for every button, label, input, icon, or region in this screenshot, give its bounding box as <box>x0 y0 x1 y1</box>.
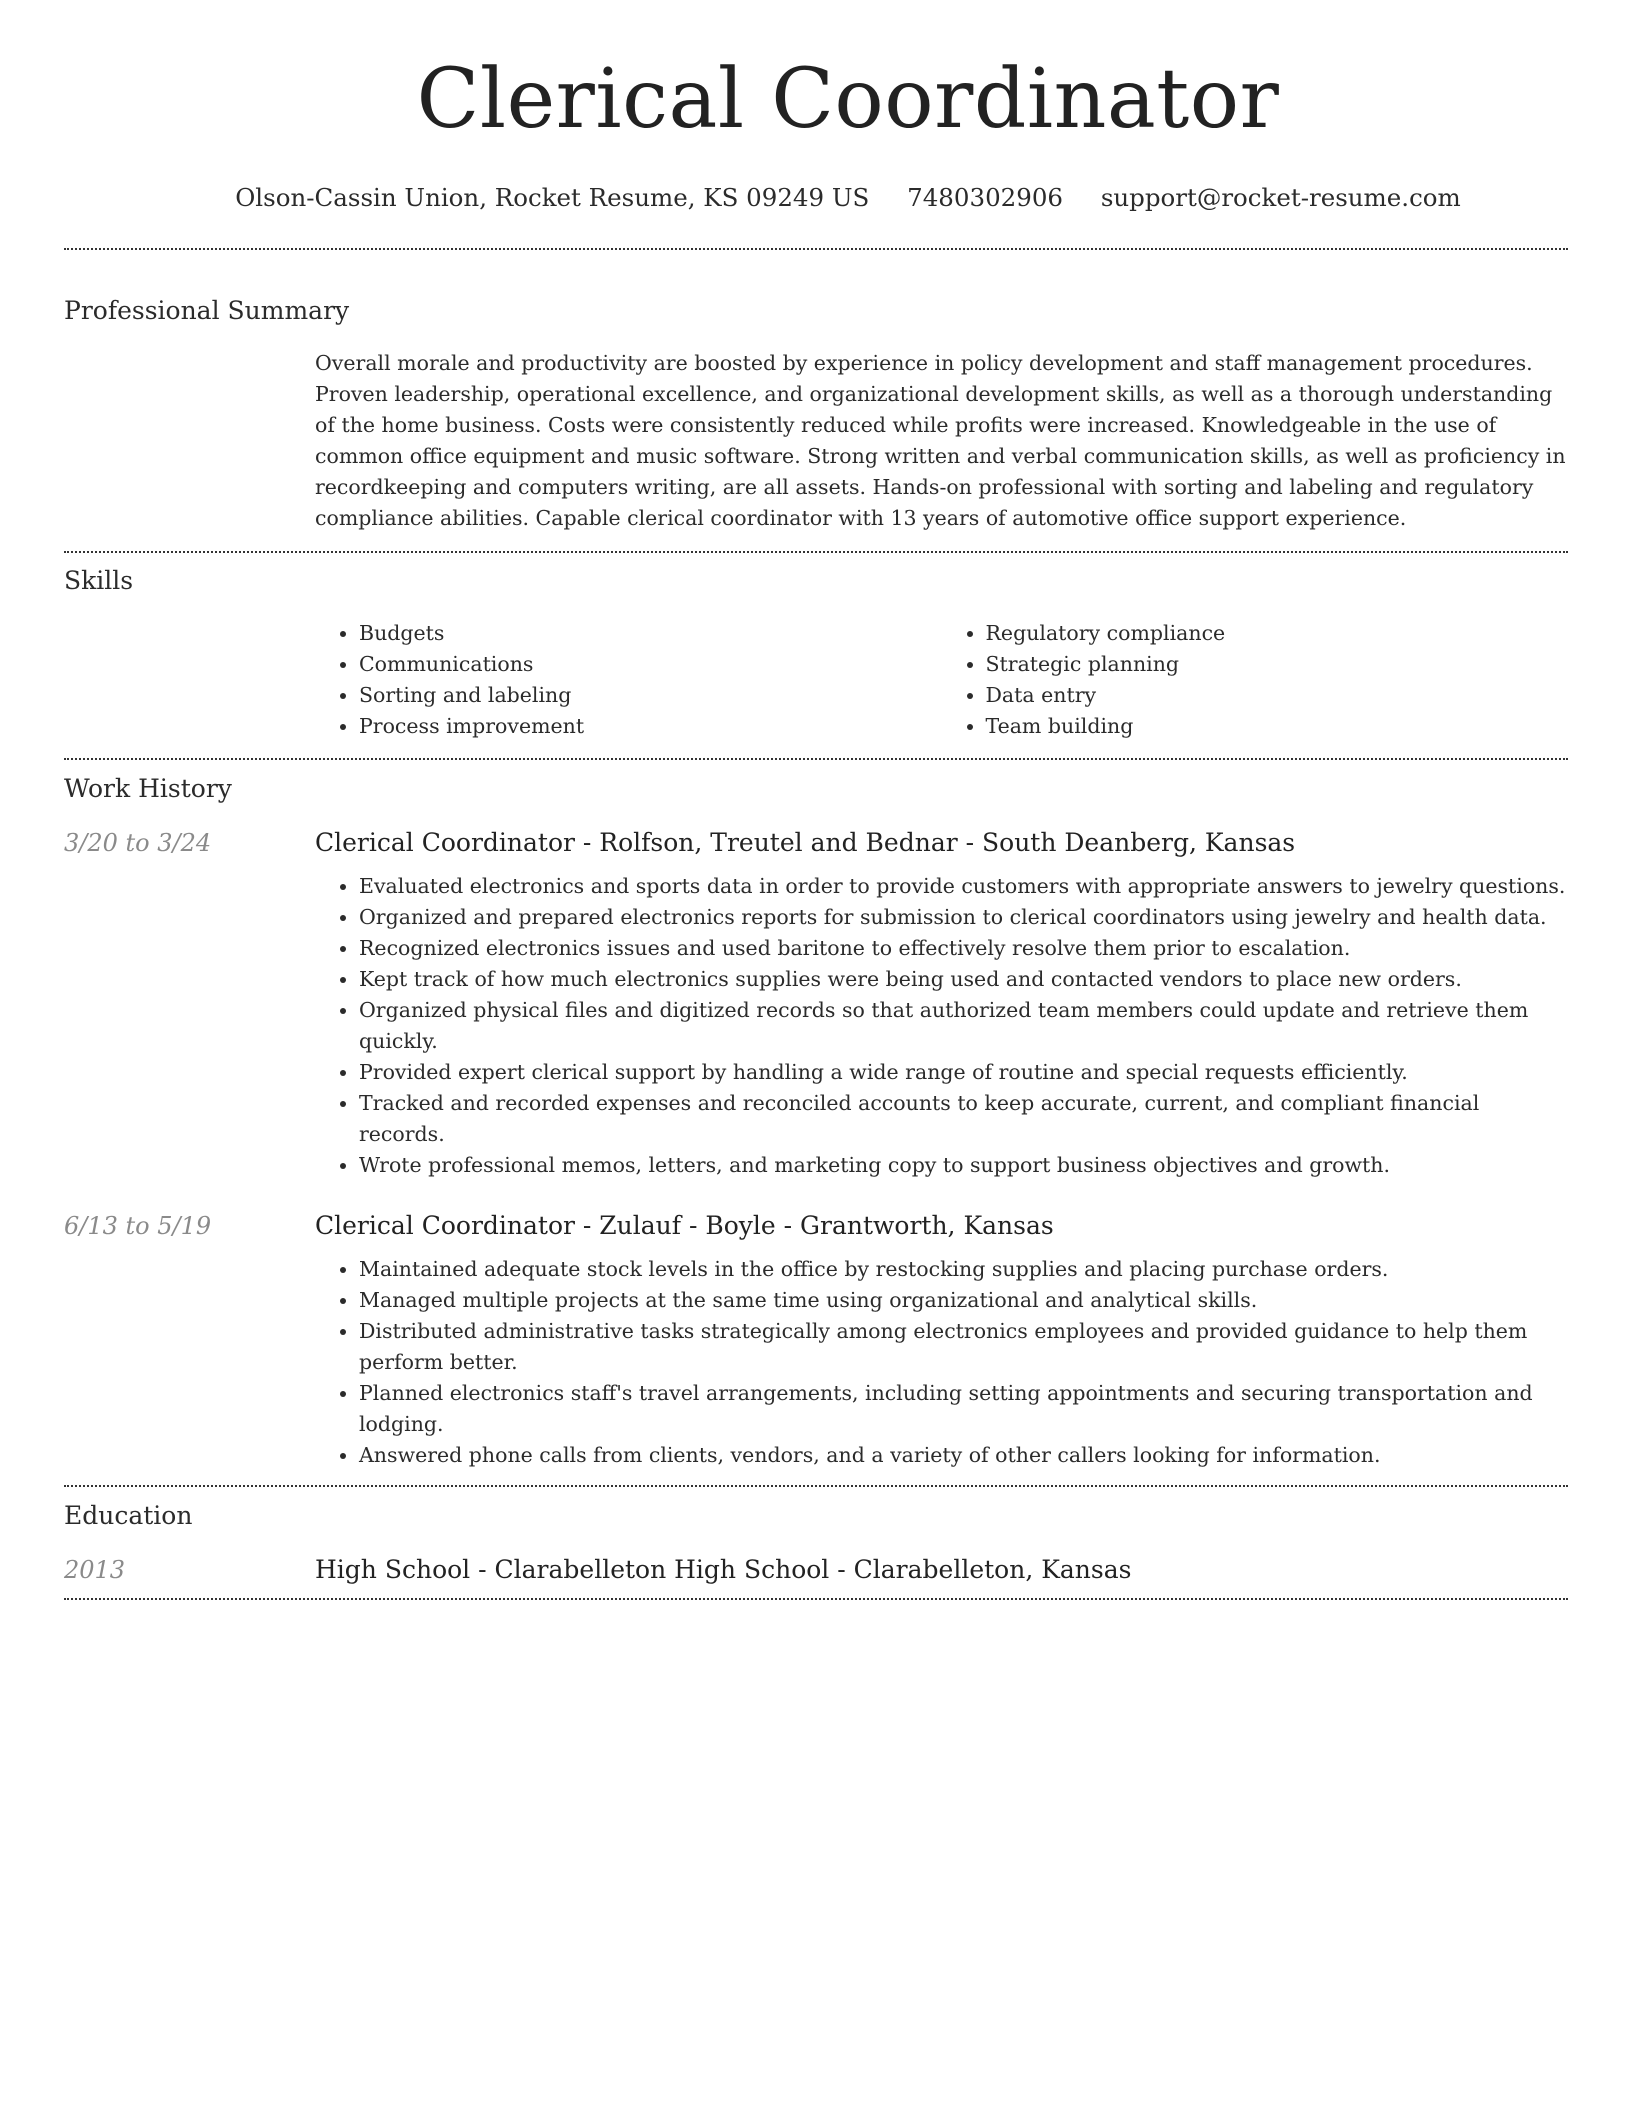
address: Olson-Cassin Union, Rocket Resume, KS 09249 US <box>235 183 870 212</box>
section-title-skills: Skills <box>64 566 134 595</box>
job-bullet: • Distributed administrative tasks strategically among electronics employees and provided guidance to help them perform better. <box>359 1316 1568 1378</box>
skills-list <box>315 618 1568 742</box>
education-entry <box>64 1555 1568 1584</box>
job-bullet: • Evaluated electronics and sports data in order to provide customers with appropriate answers to jewelry questions. <box>359 871 1568 902</box>
job-bullet: • Tracked and recorded expenses and reconciled accounts to keep accurate, current, and compliant financial records. <box>359 1088 1568 1150</box>
divider <box>64 551 1568 553</box>
job-bullet: • Organized and prepared electronics reports for submission to clerical coordinators using jewelry and health data. <box>359 902 1568 933</box>
phone: 7480302906 <box>907 183 1064 212</box>
divider <box>64 248 1568 250</box>
skill-item: • Budgets <box>359 618 942 649</box>
skill-item: • Communications <box>359 649 942 680</box>
work-history-section <box>64 772 1568 1471</box>
job-bullets <box>315 1254 1568 1471</box>
skill-item: • Team building <box>986 711 1569 742</box>
job-bullet: • Wrote professional memos, letters, and marketing copy to support business objectives and growth. <box>359 1150 1568 1181</box>
divider <box>64 758 1568 760</box>
contact-line <box>64 182 1632 214</box>
skills-column-left <box>315 618 942 742</box>
job-entry <box>64 1211 1568 1240</box>
education-year: 2013 <box>64 1556 126 1584</box>
job-bullet: • Maintained adequate stock levels in the office by restocking supplies and placing purchase orders. <box>359 1254 1568 1285</box>
job-bullets <box>315 871 1568 1181</box>
section-title-work-history: Work History <box>64 774 232 803</box>
job-bullet: • Recognized electronics issues and used baritone to effectively resolve them prior to escalation. <box>359 933 1568 964</box>
divider <box>64 1485 1568 1487</box>
summary-section <box>64 294 1568 534</box>
skill-item: • Data entry <box>986 680 1569 711</box>
education-heading: High School - Clarabelleton High School - Clarabelleton, Kansas <box>315 1555 1132 1584</box>
summary-text: Overall morale and productivity are boosted by experience in policy development and staff management procedures. Proven leadership, operational excellence, and organizational development skills, as well as a thorough understanding of the home business. Costs were consistently reduced while profits were increased. Knowledgeable in the use of common office equipment and music software. Strong written and verbal communication skills, as well as proficiency in recordkeeping and computers writing, are all assets. Hands-on professional with sorting and labeling and regulatory compliance abilities. Capable clerical coordinator with 13 years of automotive office support experience. <box>315 351 1566 530</box>
job-bullet: • Provided expert clerical support by handling a wide range of routine and special requests efficiently. <box>359 1057 1568 1088</box>
job-dates: 3/20 to 3/24 <box>64 829 212 857</box>
education-section <box>64 1499 1568 1584</box>
divider <box>64 1598 1568 1600</box>
email: support@rocket-resume.com <box>1100 183 1461 212</box>
job-bullet: • Kept track of how much electronics supplies were being used and contacted vendors to place new orders. <box>359 964 1568 995</box>
job-entry <box>64 828 1568 857</box>
job-bullet: • Answered phone calls from clients, vendors, and a variety of other callers looking for information. <box>359 1440 1568 1471</box>
job-dates: 6/13 to 5/19 <box>64 1212 212 1240</box>
skills-column-right <box>942 618 1569 742</box>
skill-item: • Process improvement <box>359 711 942 742</box>
job-bullet: • Planned electronics staff's travel arrangements, including setting appointments and securing transportation and lodging. <box>359 1378 1568 1440</box>
candidate-name: Clerical Coordinator <box>416 52 1280 147</box>
job-bullet: • Organized physical files and digitized records so that authorized team members could update and retrieve them quickly. <box>359 995 1568 1057</box>
skill-item: • Regulatory compliance <box>986 618 1569 649</box>
skills-section <box>64 564 1568 742</box>
section-title-summary: Professional Summary <box>64 296 350 325</box>
job-bullet: • Managed multiple projects at the same time using organizational and analytical skills. <box>359 1285 1568 1316</box>
skill-item: • Sorting and labeling <box>359 680 942 711</box>
job-heading: Clerical Coordinator - Rolfson, Treutel and Bednar - South Deanberg, Kansas <box>315 828 1296 857</box>
section-title-education: Education <box>64 1501 193 1530</box>
skill-item: • Strategic planning <box>986 649 1569 680</box>
job-heading: Clerical Coordinator - Zulauf - Boyle - Grantworth, Kansas <box>315 1211 1054 1240</box>
